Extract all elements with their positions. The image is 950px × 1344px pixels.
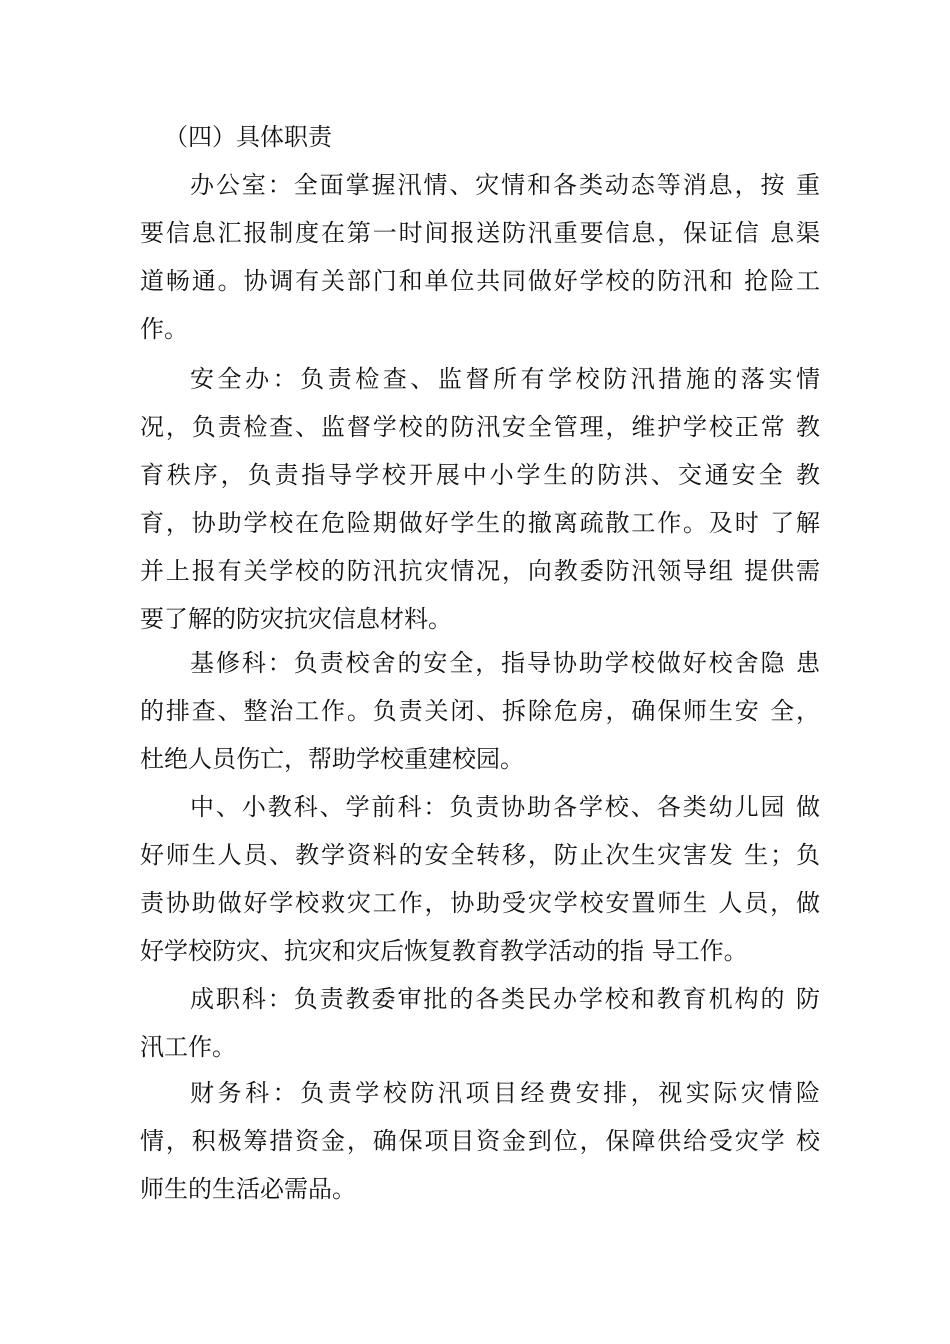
paragraph-line: 道畅通。协调有关部门和单位共同做好学校的防汛和 抢险工 [140,267,820,295]
paragraph-finance [140,1069,820,1213]
paragraph-line: 责协助做好学校救灾工作，协助受灾学校安置师生 人员，做 [140,889,820,917]
paragraph-line: 汛工作。 [140,1033,236,1061]
paragraph-line: 并上报有关学校的防汛抗灾情况，向教委防汛领导组 提供需 [140,557,820,585]
paragraph-line: 中、小教科、学前科：负责协助各学校、各类幼儿园 做 [190,793,820,821]
paragraph-safety-office [140,355,820,643]
paragraph-line: 办公室：全面掌握汛情、灾情和各类动态等消息，按 重 [190,171,820,199]
paragraph-line: 的排查、整治工作。负责关闭、拆除危房，确保师生安 全， [140,697,820,725]
section-heading [140,113,820,161]
paragraph-infrastructure [140,639,820,783]
heading-text: （四）具体职责 [164,123,332,151]
paragraph-line: 况，负责检查、监督学校的防汛安全管理，维护学校正常 教 [140,413,820,441]
paragraph-office [140,161,820,353]
paragraph-line: 育秩序，负责指导学校开展中小学生的防洪、交通安全 教 [140,461,820,489]
paragraph-education [140,783,820,975]
paragraph-line: 好师生人员、教学资料的安全转移，防止次生灾害发 生；负 [140,841,820,869]
paragraph-line: 作。 [140,315,188,343]
paragraph-line: 要了解的防灾抗灾信息材料。 [140,605,452,633]
paragraph-line: 师生的生活必需品。 [140,1175,356,1203]
paragraph-line: 好学校防灾、抗灾和灾后恢复教育教学活动的指 导工作。 [140,937,748,965]
paragraph-line: 要信息汇报制度在第一时间报送防汛重要信息，保证信 息渠 [140,219,820,247]
paragraph-line: 杜绝人员伤亡，帮助学校重建校园。 [140,745,524,773]
paragraph-line: 成职科：负责教委审批的各类民办学校和教育机构的 防 [190,985,820,1013]
paragraph-vocational [140,975,820,1071]
paragraph-line: 情，积极筹措资金，确保项目资金到位，保障供给受灾学 校 [140,1127,820,1155]
paragraph-line: 基修科：负责校舍的安全，指导协助学校做好校舍隐 患 [190,649,820,677]
paragraph-line: 财务科：负责学校防汛项目经费安排，视实际灾情险 [190,1079,820,1107]
paragraph-line: 安全办：负责检查、监督所有学校防汛措施的落实情 [190,365,820,393]
paragraph-line: 育，协助学校在危险期做好学生的撤离疏散工作。及时 了解 [140,509,820,537]
